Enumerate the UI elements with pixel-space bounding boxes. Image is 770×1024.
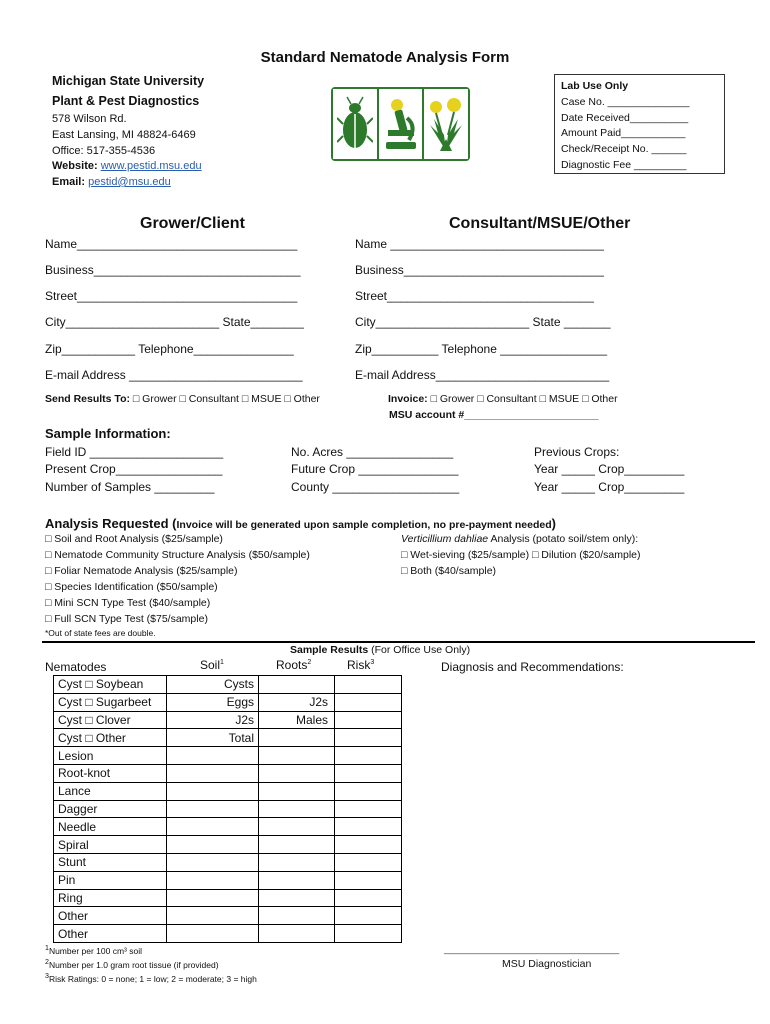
soil-cell[interactable] [167,764,259,782]
risk-column-label: Risk$^3$ [347,658,375,672]
analysis-note: Invoice will be generated upon sample completion, no pre-payment needed [176,519,552,531]
org-name: Michigan State University [52,74,205,88]
send-results-options[interactable]: □ Grower □ Consultant □ MSUE □ Other [132,393,320,405]
nematode-name: Cyst □ Soybean [54,676,167,694]
table-row [54,925,402,943]
table-row [54,889,402,907]
roots-cell[interactable] [259,907,335,925]
roots-cell[interactable] [259,871,335,889]
number-samples-field[interactable]: Number of Samples _________ [45,480,215,494]
org-dept: Plant & Pest Diagnostics [52,94,200,108]
nematode-name: Cyst □ Sugarbeet [54,693,167,711]
roots-cell[interactable]: J2s [259,693,335,711]
roots-cell[interactable] [259,925,335,943]
table-row [54,711,402,729]
field-id-field[interactable]: Field ID ____________________ [45,445,224,459]
nematode-name: Needle [54,818,167,836]
verticillium-options[interactable]: □ Wet-sieving ($25/sample) □ Dilution ($20/sample) [401,549,641,561]
verticillium-both[interactable]: □ Both ($40/sample) [401,565,497,577]
risk-cell[interactable] [335,907,402,925]
consultant-street-field[interactable]: Street_______________________________ [355,289,594,303]
consultant-city-state-field[interactable]: City_______________________ State _______ [355,315,611,329]
org-street: 578 Wilson Rd. [52,113,127,125]
send-results-row[interactable]: Send Results To: □ Grower □ Consultant □ MSUE □ Other [45,393,320,405]
signature-line[interactable]: ___________________________________ [444,944,620,954]
lab-amount-paid: Amount Paid___________ [561,127,686,140]
no-acres-field[interactable]: No. Acres ________________ [291,445,454,459]
email-link[interactable]: pestid@msu.edu [88,176,171,188]
roots-cell[interactable]: Males [259,711,335,729]
risk-cell[interactable] [335,889,402,907]
sample-results-heading: Sample Results (For Office Use Only) [290,644,471,656]
invoice-options[interactable]: □ Grower □ Consultant □ MSUE □ Other [427,393,618,405]
footnote-2: $^2$Number per 1.0 gram root tissue (if provided) [45,958,219,970]
consultant-name-field[interactable]: Name ________________________________ [355,237,604,251]
risk-cell[interactable] [335,836,402,854]
soil-cell[interactable]: Total [167,729,259,747]
analysis-species-id[interactable]: □ Species Identification ($50/sample) [45,581,218,593]
nematode-name: Ring [54,889,167,907]
risk-cell[interactable] [335,764,402,782]
nematodes-label: Nematodes [45,660,107,674]
roots-cell[interactable] [259,782,335,800]
nematode-name: Root-knot [54,764,167,782]
risk-cell[interactable] [335,747,402,765]
website-link[interactable]: www.pestid.msu.edu [100,160,202,172]
roots-cell[interactable] [259,889,335,907]
soil-column-label: Soil$^1$ [200,658,224,672]
soil-cell[interactable] [167,818,259,836]
county-field[interactable]: County ___________________ [291,480,460,494]
soil-cell[interactable] [167,925,259,943]
roots-column-label: Roots$^2$ [276,658,312,672]
previous-crop-year1[interactable]: Year _____ Crop_________ [534,462,685,476]
dandelion-icon [424,89,468,159]
risk-cell[interactable] [335,711,402,729]
org-email: Email: pestid@msu.edu [52,176,171,188]
table-row [54,782,402,800]
nematode-name: Pin [54,871,167,889]
table-row [54,871,402,889]
beetle-icon [333,89,379,159]
analysis-full-scn[interactable]: □ Full SCN Type Test ($75/sample) [45,613,208,625]
table-row [54,764,402,782]
soil-cell[interactable] [167,871,259,889]
footnote-3: $^3$Risk Ratings: 0 = none; 1 = low; 2 = moderate; 3 = high [45,972,257,984]
roots-cell[interactable] [259,836,335,854]
roots-cell[interactable] [259,747,335,765]
soil-cell[interactable] [167,836,259,854]
soil-cell[interactable] [167,782,259,800]
results-table [53,675,402,943]
invoice-row[interactable]: Invoice: □ Grower □ Consultant □ MSUE □ Other [388,393,618,405]
analysis-soil-root[interactable]: □ Soil and Root Analysis ($25/sample) [45,533,223,545]
verticillium-heading: Verticillium dahliae Analysis (potato soil/stem only): [401,533,639,545]
lab-case-no: Case No. ______________ [561,95,690,108]
roots-cell[interactable] [259,853,335,871]
nematode-name: Other [54,925,167,943]
risk-cell[interactable] [335,693,402,711]
lab-use-box [554,74,725,174]
analysis-mini-scn[interactable]: □ Mini SCN Type Test ($40/sample) [45,597,211,609]
soil-cell[interactable] [167,853,259,871]
grower-zip-phone-field[interactable]: Zip___________ Telephone_______________ [45,342,294,356]
roots-cell[interactable] [259,800,335,818]
analysis-foliar[interactable]: □ Foliar Nematode Analysis ($25/sample) [45,565,238,577]
org-website: Website: www.pestid.msu.edu [52,160,202,172]
risk-cell[interactable] [335,925,402,943]
nematode-name: Stunt [54,853,167,871]
consultant-heading: Consultant/MSUE/Other [449,215,631,232]
nematode-name: Spiral [54,836,167,854]
table-row [54,853,402,871]
org-city: East Lansing, MI 48824-6469 [52,129,196,141]
nematode-name: Cyst □ Clover [54,711,167,729]
risk-cell[interactable] [335,676,402,694]
form-title: Standard Nematode Analysis Form [260,49,510,66]
footnote-1: $^1$Number per 100 cm³ soil [45,944,142,956]
risk-cell[interactable] [335,818,402,836]
consultant-business-field[interactable]: Business______________________________ [355,263,604,277]
roots-cell[interactable] [259,676,335,694]
table-row [54,907,402,925]
risk-cell[interactable] [335,871,402,889]
risk-cell[interactable] [335,853,402,871]
soil-cell[interactable] [167,800,259,818]
roots-cell[interactable] [259,818,335,836]
microscope-icon [379,89,425,159]
table-row [54,836,402,854]
risk-cell[interactable] [335,800,402,818]
lab-check-no: Check/Receipt No. ______ [561,143,687,156]
lab-date-received: Date Received__________ [561,111,689,124]
previous-crops-label: Previous Crops: [534,445,620,459]
roots-cell[interactable] [259,729,335,747]
soil-cell[interactable]: J2s [167,711,259,729]
table-row [54,800,402,818]
soil-cell[interactable] [167,907,259,925]
sample-info-heading: Sample Information: [45,426,171,441]
table-row [54,818,402,836]
grower-business-field[interactable]: Business_______________________________ [45,263,301,277]
out-of-state-note: *Out of state fees are double. [45,628,156,638]
msu-account-field[interactable]: MSU account #_______________________ [389,409,599,421]
soil-cell[interactable] [167,747,259,765]
lab-diagnostic-fee: Diagnostic Fee _________ [561,158,687,171]
grower-city-state-field[interactable]: City_______________________ State________ [45,315,304,329]
soil-cell[interactable] [167,889,259,907]
grower-heading: Grower/Client [140,215,245,232]
nematode-name: Lance [54,782,167,800]
section-divider [42,641,755,643]
previous-crop-year2[interactable]: Year _____ Crop_________ [534,480,685,494]
soil-cell[interactable]: Eggs [167,693,259,711]
grower-street-field[interactable]: Street_________________________________ [45,289,298,303]
roots-cell[interactable] [259,764,335,782]
risk-cell[interactable] [335,782,402,800]
analysis-heading: Analysis Requested (Invoice will be generated upon sample completion, no pre-payment needed) [45,516,556,531]
analysis-community[interactable]: □ Nematode Community Structure Analysis ($50/sample) [45,549,310,561]
org-office: Office: 517-355-4536 [52,145,156,157]
logo [331,87,470,161]
grower-email-field[interactable]: E-mail Address __________________________ [45,368,303,382]
risk-cell[interactable] [335,729,402,747]
signature-label: MSU Diagnostician [502,958,592,970]
table-row [54,676,402,694]
nematode-name: Dagger [54,800,167,818]
soil-cell[interactable]: Cysts [167,676,259,694]
future-crop-field[interactable]: Future Crop _______________ [291,462,459,476]
table-row [54,729,402,747]
consultant-email-field[interactable]: E-mail Address__________________________ [355,368,610,382]
consultant-zip-phone-field[interactable]: Zip__________ Telephone ________________ [355,342,608,356]
table-row [54,747,402,765]
diagnosis-label: Diagnosis and Recommendations: [441,660,624,674]
lab-use-heading: Lab Use Only [561,80,629,92]
table-row [54,693,402,711]
nematode-name: Other [54,907,167,925]
nematode-name: Cyst □ Other [54,729,167,747]
present-crop-field[interactable]: Present Crop________________ [45,462,223,476]
nematode-name: Lesion [54,747,167,765]
grower-name-field[interactable]: Name_________________________________ [45,237,298,251]
